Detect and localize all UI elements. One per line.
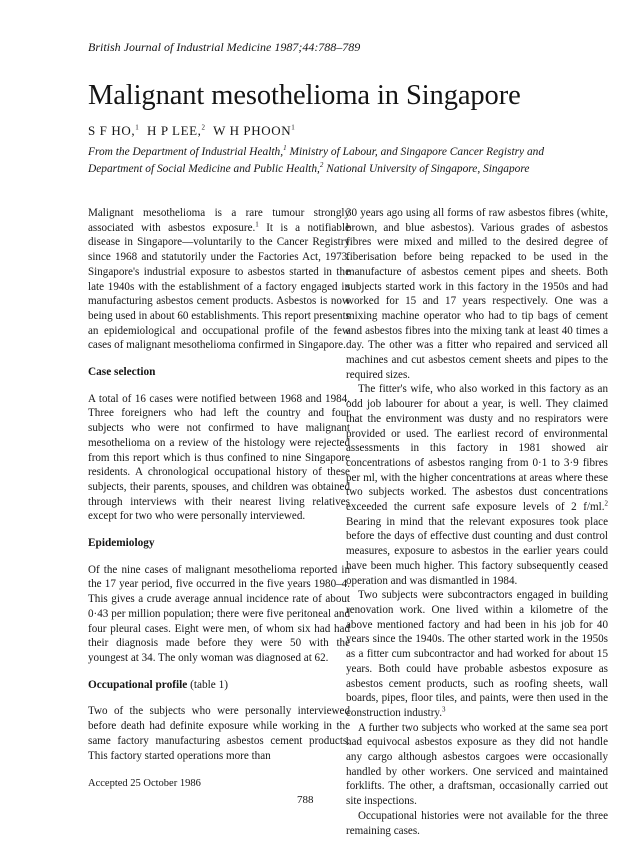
affiliation-marker: 2 <box>319 161 324 170</box>
left-column <box>88 206 350 763</box>
occupational-paragraph <box>346 382 608 588</box>
paragraph-text: Malignant mesothelioma is a rare tumour strongly associated with asbestos exposure. <box>88 207 350 234</box>
occupational-paragraph: Occupational histories were not available for the three remaining cases. <box>346 809 608 837</box>
affiliation-line <box>88 144 570 161</box>
case-selection-paragraph: A total of 16 cases were notified between 1968 and 1984. Three foreigners who had left the country and four subjects who were not confirmed to have malignant mesothelioma on a review of the histology were rejected from this report which is thus confined to nine Singapore residents. A chronological occupational history of these subjects, their parents, spouses, and children was obtained through interviews with their nearest living relatives except for two who were personally interviewed. <box>88 392 350 523</box>
paragraph-text: The fitter's wife, who also worked in this factory as an odd job labourer for about a year, is well. They claimed that the environment was dusty and no respirators were provided or used. The earliest record of environmental assessments in this factory in 1981 showed air concentrations of asbestos ranging from 0·1 to 3·9 fibres per ml, with the higher concentrations at areas where these two subjects worked. The asbestos dust concentrations exceeded the current safe exposure levels of 2 f/ml. <box>346 383 608 514</box>
author-name: H P LEE, <box>147 123 202 138</box>
author-affiliation-marker: 1 <box>135 123 140 132</box>
author-affiliations <box>88 144 570 178</box>
article-title: Malignant mesothelioma in Singapore <box>88 80 521 111</box>
section-heading-epidemiology: Epidemiology <box>88 537 155 550</box>
occupational-paragraph: A further two subjects who worked at the same sea port had equivocal asbestos exposure as they did not handle any cargo although asbestos cargoes were occasionally handled by other workers. One serviced and maintained forklifts. The other, a draftsman, occasionally carried out site inspections. <box>346 721 608 808</box>
author-name: W H PHOON <box>213 123 292 138</box>
affiliation-text: Ministry of Labour, and Singapore Cancer Registry and <box>286 146 545 158</box>
accepted-date: Accepted 25 October 1986 <box>88 778 201 789</box>
intro-paragraph <box>88 206 350 353</box>
paragraph-text: It is a notifiable disease in Singapore—voluntarily to the Cancer Registry since 1968 and statutorily under the Factories Act, 1973. Singapore's industrial exposure to asbestos started in the late 1940s with the establishment of a factory engaged in manufacturing asbestos cement products. Asbestos is now being used in about 60 establishments. This report presents an epidemiological and occupational profile of the few cases of malignant mesothelioma confirmed in Singapore. <box>88 221 350 352</box>
paragraph-text: Bearing in mind that the relevant exposures took place before the days of effective dust counting and dust control measures, exposure to asbestos in the earlier years could have been much higher. This factory subsequently ceased operation and was dismantled in 1984. <box>346 515 608 587</box>
section-heading-case-selection: Case selection <box>88 366 156 379</box>
occupational-paragraph-continued: 30 years ago using all forms of raw asbestos fibres (white, brown, and blue asbestos). Various grades of asbestos fibres were mixed and milled to the desired degree of fiberisation before being repacked to be used in the manufacture of asbestos cement pipes and sheets. Both subjects started work in this factory in the 1950s and had worked for 15 and 17 years respectively. One was a mixing machine operator who had to tip bags of cement and asbestos fibres into the mixing tank at least 40 times a day. The other was a fitter who repaired and serviced all machines and cut asbestos cement sheets and pipes to the required sizes. <box>346 207 608 381</box>
page-number: 788 <box>297 794 314 806</box>
occupational-paragraph <box>346 588 608 720</box>
journal-citation: British Journal of Industrial Medicine 1987;44:788–789 <box>88 40 361 54</box>
reference-marker: 1 <box>255 220 259 229</box>
affiliation-text: National University of Singapore, Singapore <box>323 163 530 175</box>
epidemiology-paragraph: Of the nine cases of malignant mesothelioma reported in the 17 year period, five occurred in the five years 1980–4. This gives a crude average annual incidence rate of about 0·43 per million population; there were five peritoneal and four pleural cases. Eight were men, of whom six had had their diagnosis made before they were 50 with the youngest at 34. The only woman was diagnosed at 62. <box>88 563 350 664</box>
affiliation-text: Department of Social Medicine and Public Health, <box>88 163 320 175</box>
occupational-paragraph: Two of the subjects who were personally interviewed before death had definite exposure while working in the same factory manufacturing asbestos cement products. This factory started operations more than <box>88 705 350 762</box>
table-reference: (table 1) <box>187 678 229 691</box>
right-column <box>346 206 608 838</box>
affiliation-text: From the Department of Industrial Health, <box>88 146 284 158</box>
author-list <box>88 123 568 139</box>
author-affiliation-marker: 2 <box>201 123 206 132</box>
paragraph-text: Two subjects were subcontractors engaged in building renovation work. One lived within a kilometre of the above mentioned factory and had been in his job for 40 years since the 1940s. The other started work in the 1950s as a fitter cum subcontractor and had worked for about 15 years. Both could have probable asbestos exposure as asbestos cement products, such as roofing sheets, wall boards, pipes, floor tiles, and paints, were then used in the construction industry. <box>346 589 608 719</box>
section-heading-occupational-profile <box>88 678 350 693</box>
affiliation-line <box>88 161 570 178</box>
author-affiliation-marker: 1 <box>291 123 296 132</box>
author-name: S F HO, <box>88 123 136 138</box>
affiliation-marker: 1 <box>283 144 287 153</box>
reference-marker: 3 <box>442 705 446 714</box>
heading-text: Occupational profile <box>88 678 188 691</box>
reference-marker: 2 <box>604 499 608 508</box>
